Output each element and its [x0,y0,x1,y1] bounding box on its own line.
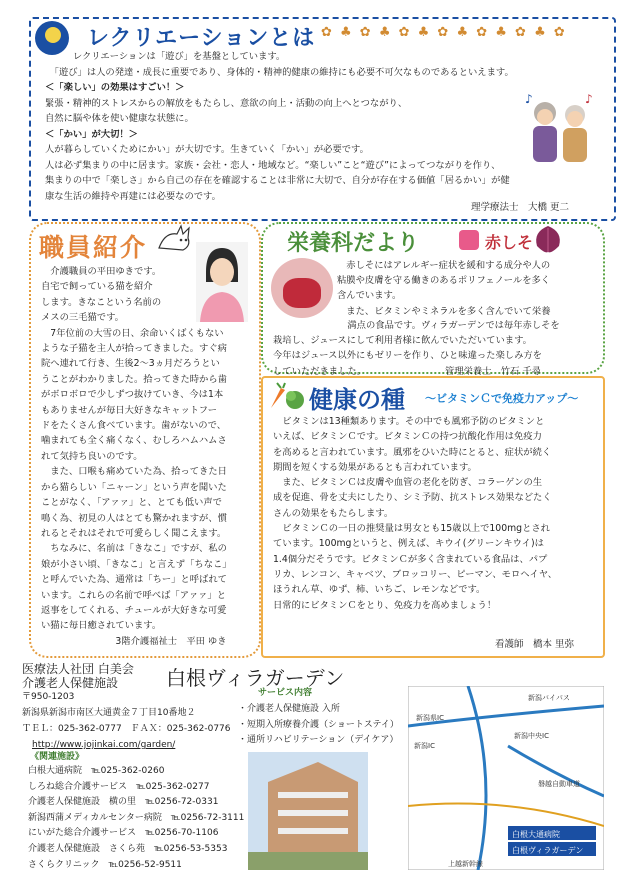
nutrition-subtitle: 赤しそ [485,233,534,252]
health-signature: 看護師 橋本 里弥 [495,639,575,650]
svg-text:新潟中央IC: 新潟中央IC [514,732,549,740]
shiso-juice-photo [271,258,333,318]
nutrition-section [261,222,605,377]
shiso-leaf-icon [531,224,565,254]
recreation-signature: 理学療法士 大橋 更二 [471,202,570,213]
staff-title: 職員紹介 [39,233,148,262]
svg-text:上越新幹線: 上越新幹線 [448,860,483,868]
elderly-people-illustration [521,89,601,169]
nutrition-body-bottom: 満点の食品です。ヴィラガーデンでは毎年赤しそを 栽培し、ジュースにして利用者様に飲んでいただいています。 今年はジュース以外にもゼリーを作り、ひと味違った楽しみ方を していただきました。 管理栄養士 竹石 千尋 [273,320,560,377]
access-map [408,686,604,870]
recreation-section [29,17,616,221]
svg-text:磐越自動車道: 磐越自動車道 [538,780,580,788]
tel-fax: ＴＥＬ：025-362-0777 ＦＡＸ：025-362-0776 [22,724,231,734]
staff-section [29,222,261,658]
address: 新潟県新潟市南区大通黄金７丁目10番地２ [22,708,196,718]
facility-name: 白根ヴィラガーデン [166,666,345,690]
decorative-icons: ✿ ♣ ✿ ♣ ✿ ♣ ✿ ♣ ✿ ♣ ✿ ♣ ✿ [321,25,567,40]
juice-icon [459,230,479,250]
svg-text:新潟バイパス: 新潟バイパス [528,694,570,702]
related-title: 《関連施設》 [30,752,85,762]
corp-name: 医療法人社団 白美会 [22,662,134,676]
services-title: サービス内容 [258,688,313,698]
staff-body: 介護職員の平田ゆきです。 自宅で飼っている猫を紹介 します。きなこという名前の メスの三毛猫です。 7年位前の大雪の日、余命いくばくもない ような子猫を主人が拾ってきました。すぐ病 院へ連れて行き、生後2～3ヵ月だろうとい うことがわかりました。拾ってきた時から歯 がボロボロで少しずつ抜けていき、今は1本 もありませんが毎日大好きなキャットフー ドをたくさん食べています。歯がないので、 噛まれても全く痛くなく、むしろハムハムさ れて気持ち良いのです。 また、口喉も痛めていた為、拾ってきた日 から猫らしい「ニャーン」という声を聞いた ことがなく、「アァァ」と、とても低い声で 鳴く為、初見の人はとても驚かれますが、慣 れるとそれはそれで可愛らしく聞こえます。 ちなみに、名前は「きなこ」ですが、私の 娘が小さい頃、「きなこ」と言えず「ちなこ」 と呼んでいた為、通常は「ちー」と呼ばれて います。これらの名前で呼べば「アァァ」と 返事をしてくれる、チュールが大好きな可愛 い猫に毎日癒されています。 3階介護福祉士 平田 ゆき [41,266,232,647]
footer [22,660,618,874]
nutrition-body-top: 赤しそにはアレルギー症状を緩和する成分や人の 粘膜や皮膚を守る働きのあるポリフェノールを多く 含んでいます。 また、ビタミンやミネラルを多く含んでいて栄養 [337,260,551,317]
website-link[interactable]: http://www.jojinkai.com/garden/ [32,740,176,750]
svg-text:♪: ♪ [525,92,533,106]
facility-type: 介護老人保健施設 [22,676,119,690]
map-label-villa: 白根ヴィラガーデン [512,846,584,855]
svg-text:♪: ♪ [585,92,593,106]
map-label-hospital: 白根大通病院 [512,830,560,839]
postal-code: 〒950-1203 [22,692,75,702]
recreation-title: レクリエーションとは [87,26,316,51]
svg-text:新潟県IC: 新潟県IC [416,714,444,722]
health-title: 健康の種 [309,386,405,414]
health-section [261,376,605,658]
related-list: 白根大通病院 ℡025-362-0260 しろね総合介護サービス ℡025-362-0277 介護老人保健施設 横の里 ℡0256-72-0331 新潟西蒲メディカルセンター病院 ℡0256-72-3111 にいがた総合介護サービス ℡0256-70-1106 介護老人保健施設 さくら苑 ℡0256-53-5353 さくらクリニック ℡0256-52-9511 [28,766,245,870]
nutrition-title: 栄養科だより [287,231,420,256]
health-subtitle: ～ビタミンＣで免疫力アップ～ [425,392,579,405]
vegetables-icon [267,382,307,412]
building-photo [248,752,368,870]
svg-text:新潟IC: 新潟IC [414,742,435,750]
services-list: ・介護老人保健施設 入所 ・短期入所療養介護（ショートステイ） ・通所リハビリテーション（デイケア） [238,704,399,746]
health-body: ビタミンは13種類あります。その中でも風邪予防のビタミンと いえば、ビタミンＣです。ビタミンＣの持つ抗酸化作用は免疫力 を高めると言われています。風邪をひいた時にとると、症状が続く 期間を短くする効果があるとも言われています。 また、ビタミンＣは皮膚や血管の老化を防ぎ、コラーゲンの生 成を促進、骨を丈夫にしたり、シミ予防、抗ストレス効果などたく さんの効果をもたらします。 ビタミンＣの一日の推奨量は男女とも15歳以上で100mgとされ ています。100mgというと、例えば、キウイ(グリーンキウイ)は 1.4個分だそうです。ビタミンＣが多く含まれている食品は、パプ リカ、レンコン、キャベツ、ブロッコリー、ピーマン、モロヘイヤ、 ほうれん草、ゆず、柿、いちご、レモンなどです。 日常的にビタミンＣをとり、免疫力を高めましょう！ [273,416,558,611]
cat-icon [155,224,195,254]
recreation-body: レクリエーションは「遊び」を基盤としています。 「遊び」は人の発達・成長に重要であり、身体的・精神的健康の維持にも必要不可欠なものであるといえます。 ＜「楽しい」の効果はすごい！＞ 緊張・精神的ストレスからの解放をもたらし、意欲の向上・活動の向上へとつながり、 自然に脳や体を使い健康な状態に。 ＜「かい」が大切！＞ 人が暮らしていくためにかい」が大切です。生きていく「かい」が必要です。 人は必ず集まりの中に居ます。家族・会社・恋人・地域など。“楽しい”こと“遊び”によってつながりを作り、 集まりの中で「楽しさ」から自己の存在を確認することは非常に大切で、自分が存在する価値「居るかい」が健 康な生活の維持や再建には必要なのです。 [45,51,514,202]
